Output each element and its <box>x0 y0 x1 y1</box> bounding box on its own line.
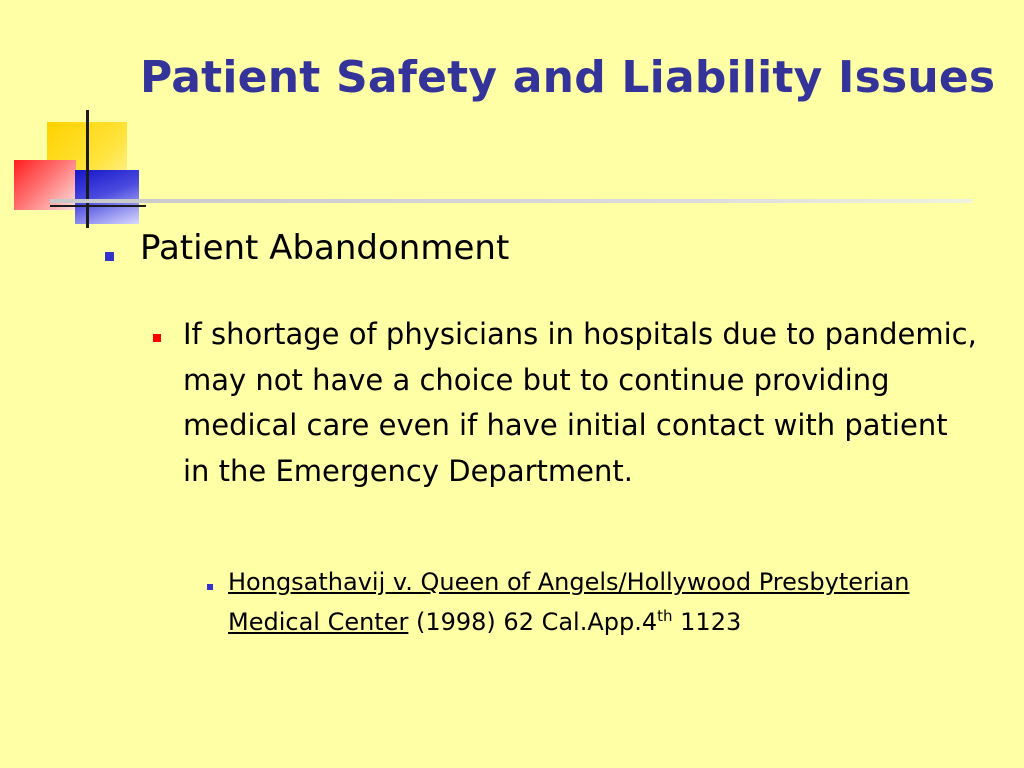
blue-square-bullet-icon <box>105 252 114 261</box>
citation-main: (1998) 62 Cal.App.4 <box>408 608 658 636</box>
case-name-link[interactable]: Hongsathavij v. Queen of Angels/Hollywood Presbyterian Medical Center <box>228 568 910 636</box>
bullet-level3-citation <box>228 562 968 642</box>
blue-square-bullet-icon <box>207 584 213 590</box>
horizontal-line-shape <box>50 205 146 207</box>
blue-square-shape <box>75 170 139 224</box>
slide-title: Patient Safety and Liability Issues <box>140 52 996 103</box>
citation-end: 1123 <box>672 608 742 636</box>
red-square-bullet-icon <box>153 334 161 342</box>
colored-squares-logo-icon <box>0 0 150 230</box>
vertical-line-shape <box>86 110 89 228</box>
citation-superscript: th <box>657 607 673 625</box>
bullet-level2-text: If shortage of physicians in hospitals due to pandemic, may not have a choice but to continue providing medical care even if have initial contact with patient in the Emergency Department. <box>183 317 977 488</box>
bullet-level1-text: Patient Abandonment <box>140 228 510 268</box>
title-underline-divider <box>50 199 972 203</box>
